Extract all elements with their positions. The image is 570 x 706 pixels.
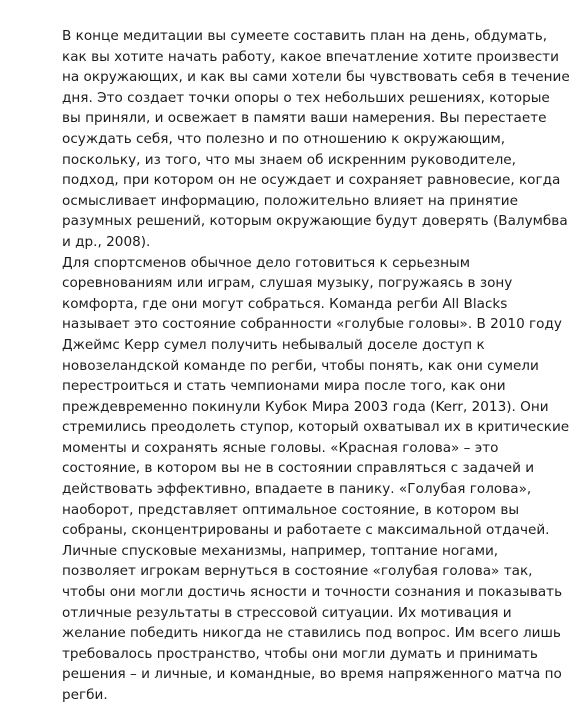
text-line: комфорта, где они могут собраться. Команда регби All Blacks — [62, 295, 508, 312]
text-line: регби. — [62, 687, 108, 703]
text-line: позволяет игрокам вернуться в состояние «голубая голова» так, — [62, 563, 533, 580]
text-line: соревнованиям или играм, слушая музыку, погружаясь в зону — [62, 275, 513, 292]
text-line: перестроиться и стать чемпионами мира после того, как они — [62, 378, 506, 395]
text-line: вы приняли, и освежает в памяти ваши намерения. Вы перестаете — [62, 110, 547, 127]
text-line: подход, при котором он не осуждает и сохраняет равновесие, когда — [62, 172, 561, 189]
text-line: как вы хотите начать работу, какое впечатление хотите произвести — [62, 48, 559, 65]
text-line: преждевременно покинули Кубок Мира 2003 года (Kerr, 2013). Они — [62, 398, 549, 415]
text-line: желание победить никогда не ставились под вопрос. Им всего лишь — [62, 625, 561, 642]
text-line: Личные спусковые механизмы, например, топтание ногами, — [62, 542, 499, 559]
text-line: действовать эффективно, впадаете в панику. «Голубая голова», — [62, 481, 532, 498]
text-line: дня. Это создает точки опоры о тех небольших решениях, которые — [62, 89, 550, 106]
document-page — [36, 26, 570, 706]
text-line: собраны, сконцентрированы и работаете с максимальной отдачей. — [62, 522, 550, 539]
text-line: чтобы они могли достичь ясности и точности сознания и показывать — [62, 584, 563, 601]
text-line: поскольку, из того, что мы знаем об искренним руководителе, — [62, 151, 516, 168]
text-line: требовалось пространство, чтобы они могли думать и принимать — [62, 645, 538, 662]
text-line: разумных решений, которым окружающие будут доверять (Валумбва — [62, 213, 568, 230]
text-line: Джеймс Керр сумел получить небывалый доселе доступ к — [62, 336, 485, 353]
text-line: состояние, в котором вы не в состоянии справляться с задачей и — [62, 460, 535, 477]
text-line: В конце медитации вы сумеете составить план на день, обдумать, — [62, 28, 548, 44]
text-line: отличные результаты в стрессовой ситуации. Их мотивация и — [62, 604, 512, 621]
text-line: и др., 2008). — [62, 233, 151, 250]
text-line: осуждать себя, что полезно и по отношению к окружающим, — [62, 130, 506, 147]
text-line: на окружающих, и как вы сами хотели бы чувствовать себя в течение — [62, 69, 570, 86]
text-line: называет это состояние собранности «голубые головы». В 2010 году — [62, 316, 562, 333]
text-line: наоборот, представляет оптимальное состояние, в котором вы — [62, 501, 520, 518]
text-line: новозеландской команде по регби, чтобы понять, как они сумели — [62, 357, 539, 374]
text-line: решения – и личные, и командные, во время напряженного матча по — [62, 666, 562, 683]
text-line: стремились преодолеть ступор, который охватывал их в критические — [62, 419, 570, 436]
text-line: осмысливает информацию, положительно влияет на принятие — [62, 192, 518, 209]
text-line: Для спортсменов обычное дело готовиться к серьезным — [62, 254, 471, 271]
text-line: моменты и сохранять ясные головы. «Красная голова» – это — [62, 439, 499, 456]
paragraph-all-blacks — [36, 253, 570, 706]
paragraph-meditation — [36, 26, 570, 253]
